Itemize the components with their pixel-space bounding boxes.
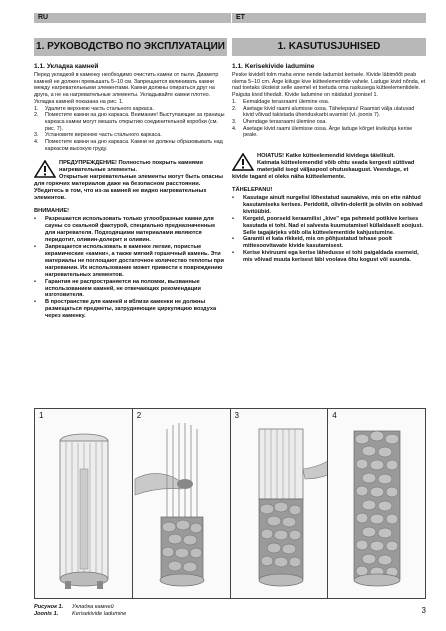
section-title-ru: 1. РУКОВОДСТВО ПО ЭКСПЛУАТАЦИИ (34, 38, 227, 56)
column-ru (34, 38, 227, 320)
list-item: 2. Поместите камни на дно каркаса. Внимание! Выступающие за границы каркаса камни могут мешать открытию соединительной коробки (см. рис. 7). (34, 112, 225, 132)
subsection-title-et: 1.1. Kerisekivide ladumine (232, 63, 315, 70)
caption-text-ru: Укладка камней (72, 604, 114, 610)
intro-ru: Перед укладкой в каменку необходимо очистить камни от пыли. Диаметр камней не должен превышать 5–10 см. Запрещается вклинивать камни между нагревательными элементами. Камни должны опираться друг на друга, а не на нагревательные элементы. Укладывайте камни плотно. Укладка камней показана на рис. 1. (34, 72, 219, 105)
attention-list-et (232, 195, 426, 264)
caption-label-ru: Рисунок 1. (34, 604, 64, 610)
figure-panel-3 (231, 409, 329, 598)
warning-body-et: Katmata kütteelemendid võib ohtu seada kergesti süttivad materjalid isegi väljaspool ohutuskaugust. Veenduge, et kivide tagant ei oleks näha kütteelemente. (232, 160, 415, 181)
stones-full-illustration (328, 409, 425, 598)
list-item: • В пространстве для камней и вблизи каменки не должны размещаться предметы, затрудняющие циркуляцию воздуха через каменку. (34, 299, 217, 320)
list-item: • Запрещается использовать в каменке легкие, пористые керамические «камни», а также мягкий горшечный камень. Эти материалы не поглощают достаточное количество теплоты при нагревании. Их использование может привести к повреждению нагревательных элементов. (34, 244, 224, 278)
attention-title-et: TÄHELEPANU! (232, 187, 273, 194)
language-tab-ru: RU (34, 13, 231, 23)
list-item: • Разрешается использовать только углообразные камни для сауны со скальной фактурой, специально предназначенные для нагревателя. Подходящими материалами являются перидотит, оливин-долерит и оливин. (34, 216, 216, 244)
list-item: • Kasutage ainult nurgelisi lõhestatud saunakive, mis on ette nähtud kasutamiseks kerises. Peridotiit, oliviin-doleriit ja oliviin on sobivad kivitüübid. (232, 195, 423, 215)
warning-triangle-icon (232, 153, 254, 171)
figure-number: 1 (39, 411, 44, 420)
attention-title-ru: ВНИМАНИЕ! (34, 208, 70, 215)
intro-et: Peske kividelt tolm maha enne nende ladumist kerisele. Kivide läbimõõt peab olema 5–10 cm. Ärge kiiluge kive kütteelementide vahele. Laduge kivid nõnda, et nad toetaks üksteist selle asemel et toetuda oma raskusega kütteelementidele. Paiguta kivid tihedalt. Kivide ladumine on näidatud joonisel 1. (232, 72, 426, 99)
caption-label-et: Joonis 1. (34, 611, 59, 617)
figure-number: 2 (136, 411, 142, 420)
attention-list-ru (34, 216, 227, 320)
figure-number: 4 (332, 411, 337, 420)
list-item: • Kerise kiviruumi ega kerise lähedusse ei tohi paigaldada esemeid, mis võivad muuta kerisest läbi voolava õhu kogust või suunda. (232, 250, 419, 264)
list-item: • Гарантия не распространяется на поломки, вызванные использованием камней, не отвечающих рекомендации изготовителя. (34, 278, 201, 299)
figure-panel-2 (133, 409, 231, 598)
figure-strip (34, 408, 426, 599)
subsection-title-ru: 1.1. Укладка камней (34, 63, 99, 70)
page-number: 3 (421, 606, 426, 615)
list-item: 1. Удалите верхнюю часть стального каркаса. (34, 105, 154, 112)
warning-title-ru: ПРЕДУПРЕЖДЕНИЕ! Полностью покрыть камнями нагревательные элементы. (59, 160, 203, 174)
warning-title-et: HOIATUS! Katke kütteelemendid kividega täielikult. (257, 153, 396, 160)
caption-text-et: Kerisekivide ladumine (72, 611, 127, 617)
list-item: 4. Поместите камни на дно каркаса. Камни не должны образовывать над каркасом высокую груду. (34, 139, 223, 152)
list-item: • Garantii ei kata rikkeid, mis on põhjustatud tehase poolt mittesoovitavate kivide kasutamisest. (232, 236, 392, 250)
list-item: • Kergeid, poorseid keraamilisi „kive" ega pehmeid potikive kerises kasutada ei tohi. Nad ei salvesta kuumutamisel küllaldaselt soojust. Selle tagajärjeks võib olla kütteelementide kahjustumine. (232, 215, 423, 236)
heater-frame-illustration (35, 409, 133, 598)
warning-block-et (232, 153, 426, 181)
list-item: 2. Asetage kivid raami alumisse ossa. Tähelepanu! Raamist välja ulatuvad kivid võivad takistada ühenduskarbi avamist (vt. joonis 7). (232, 105, 415, 119)
figure-panel-1 (35, 409, 133, 598)
figure-panel-4 (328, 409, 425, 598)
list-item: 1. Eemaldage terasraami ülemine osa. (232, 98, 330, 105)
language-tab-et: ET (232, 13, 426, 23)
figure-caption (34, 604, 126, 618)
figure-number: 3 (234, 411, 239, 420)
frame-top-illustration (231, 409, 329, 598)
warning-triangle-icon (34, 160, 56, 178)
steps-list-ru (34, 106, 227, 153)
section-title-et: 1. KASUTUSJUHISED (232, 38, 426, 56)
warning-block-ru (34, 160, 227, 202)
stones-bottom-illustration (133, 409, 231, 598)
list-item: 4. Asetage kivid raami ülemisse ossa. Ärge laduge kõrget kivikuhja kerise peale. (232, 125, 413, 139)
steps-list-et (232, 99, 426, 139)
list-item: 3. Ühendage terasraami ülemine osa. (232, 118, 327, 125)
column-et (232, 38, 426, 264)
warning-body-ru: Открытые нагревательные элементы могут быть опасны для горючих материалов даже на безопасном расстоянии. Убедитесь в том, что из-за камней не видно нагревательных элементов. (34, 174, 224, 202)
list-item: 3. Установите верхнюю часть стального каркаса. (34, 132, 162, 139)
